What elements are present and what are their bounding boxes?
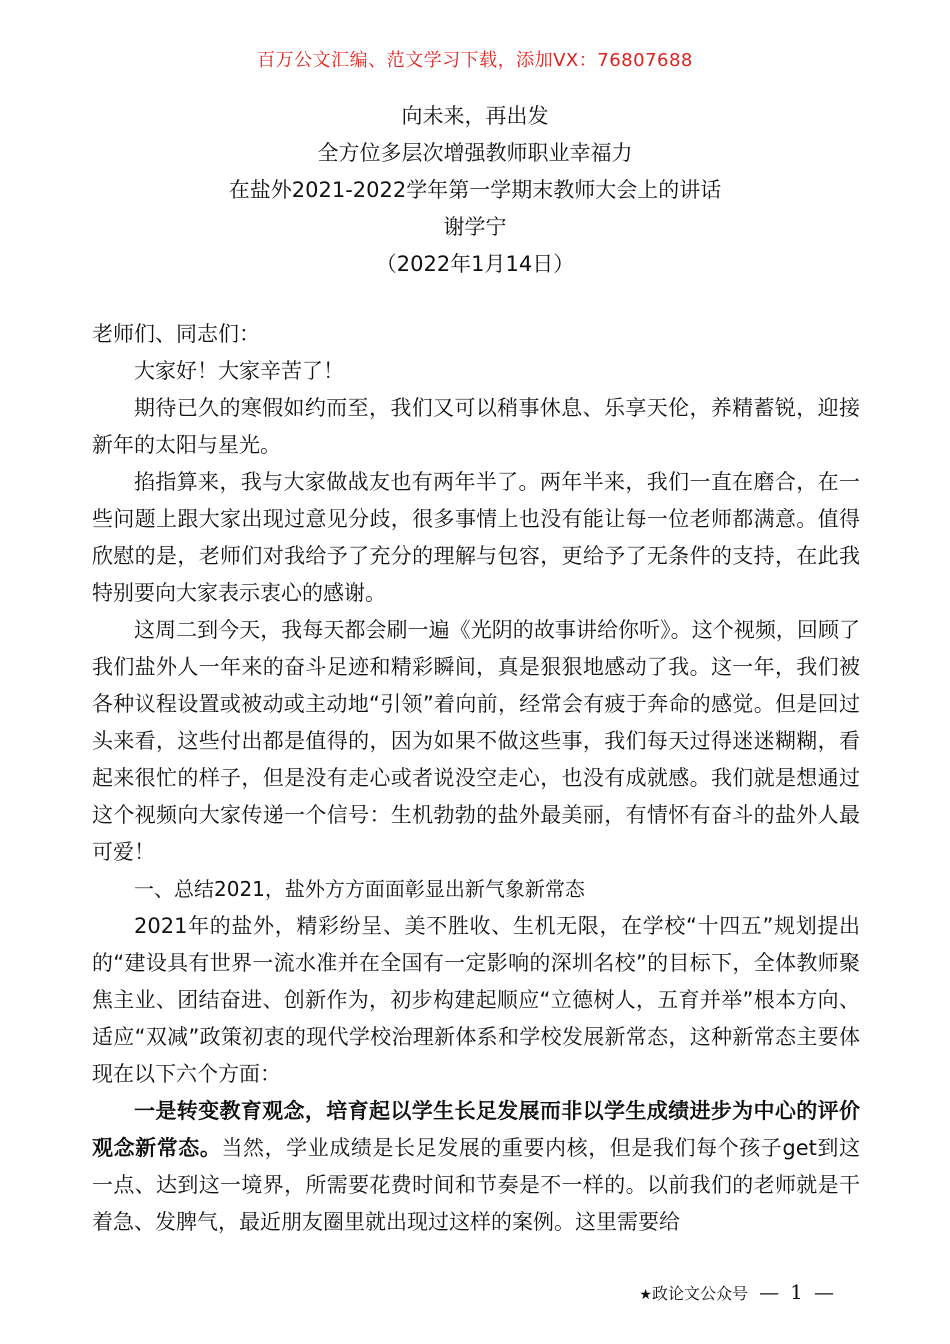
dash-left: — (759, 1280, 780, 1304)
paragraph-summary: 2021年的盐外，精彩纷呈、美不胜收、生机无限，在学校“十四五”规划提出的“建设具有世界一流水准并在全国有一定影响的深圳名校”的目标下，全体教师聚焦主业、团结奋进、创新作为，初步构建起顺应“立德树人，五育并举”根本方向、适应“双减”政策初衷的现代学校治理新体系和学校发展新常态，这种新常态主要体现在以下六个方面： (92, 914, 860, 1086)
dash-right: — (814, 1280, 834, 1304)
paragraph-video: 这周二到今天，我每天都会刷一遍《光阴的故事讲给你听》。这个视频，回顾了我们盐外人一年来的奋斗足迹和精彩瞬间，真是狠狠地感动了我。这一年，我们被各种议程设置或被动或主动地“引领”着向前，经常会有疲于奔命的感觉。但是回过头来看，这些付出都是值得的，因为如果不做这些事，我们每天过得迷迷糊糊，看起来很忙的样子，但是没有走心或者说没空走心，也没有成就感。我们就是想通过这个视频向大家传递一个信号：生机勃勃的盐外最美丽，有情怀有奋斗的盐外人最可爱！ (92, 618, 860, 864)
paragraph-point-1 (92, 1093, 860, 1241)
point-1-heading: 一是转变教育观念，培育起以学生长足发展而非以学生成绩进步为中心的评价观念新常态。 (92, 1099, 860, 1160)
title-line-2: 全方位多层次增强教师职业幸福力 (317, 141, 633, 165)
star-icon: ★ (639, 1287, 652, 1303)
speech-body (92, 316, 860, 1241)
section-heading-1: 一、总结2021，盐外方方面面彰显出新气象新常态 (134, 877, 585, 901)
point-1-text: 当然，学业成绩是长足发展的重要内核，但是我们每个孩子get到这一点、达到这一境界，所需要花费时间和节奏是不一样的。以前我们的老师就是干着急、发脾气，最近朋友圈里就出现过这样的案例。这里需要给 (92, 1136, 861, 1234)
paragraph-greeting: 大家好！大家辛苦了！ (134, 359, 344, 383)
promo-banner: 百万公文汇编、范文学习下载，添加VX：76807688 (257, 50, 693, 71)
title-block (0, 98, 950, 283)
page-footer (639, 1280, 834, 1304)
page-number: 1 (790, 1280, 803, 1304)
author-name: 谢学宁 (443, 215, 507, 239)
title-line-1: 向未来，再出发 (401, 104, 549, 128)
salutation: 老师们、同志们： (92, 322, 260, 346)
paragraph-thanks: 掐指算来，我与大家做战友也有两年半了。两年半来，我们一直在磨合，在一些问题上跟大家出现过意见分歧，很多事情上也没有能让每一位老师都满意。值得欣慰的是，老师们对我给予了充分的理解与包容，更给予了无条件的支持，在此我特别要向大家表示衷心的感谢。 (92, 470, 860, 605)
title-line-3: 在盐外2021-2022学年第一学期末教师大会上的讲话 (228, 178, 722, 202)
footer-label: 政论文公众号 (651, 1284, 748, 1303)
speech-date: （2022年1月14日） (375, 252, 575, 276)
paragraph-holiday: 期待已久的寒假如约而至，我们又可以稍事休息、乐享天伦，养精蓄锐，迎接新年的太阳与星光。 (92, 396, 860, 457)
